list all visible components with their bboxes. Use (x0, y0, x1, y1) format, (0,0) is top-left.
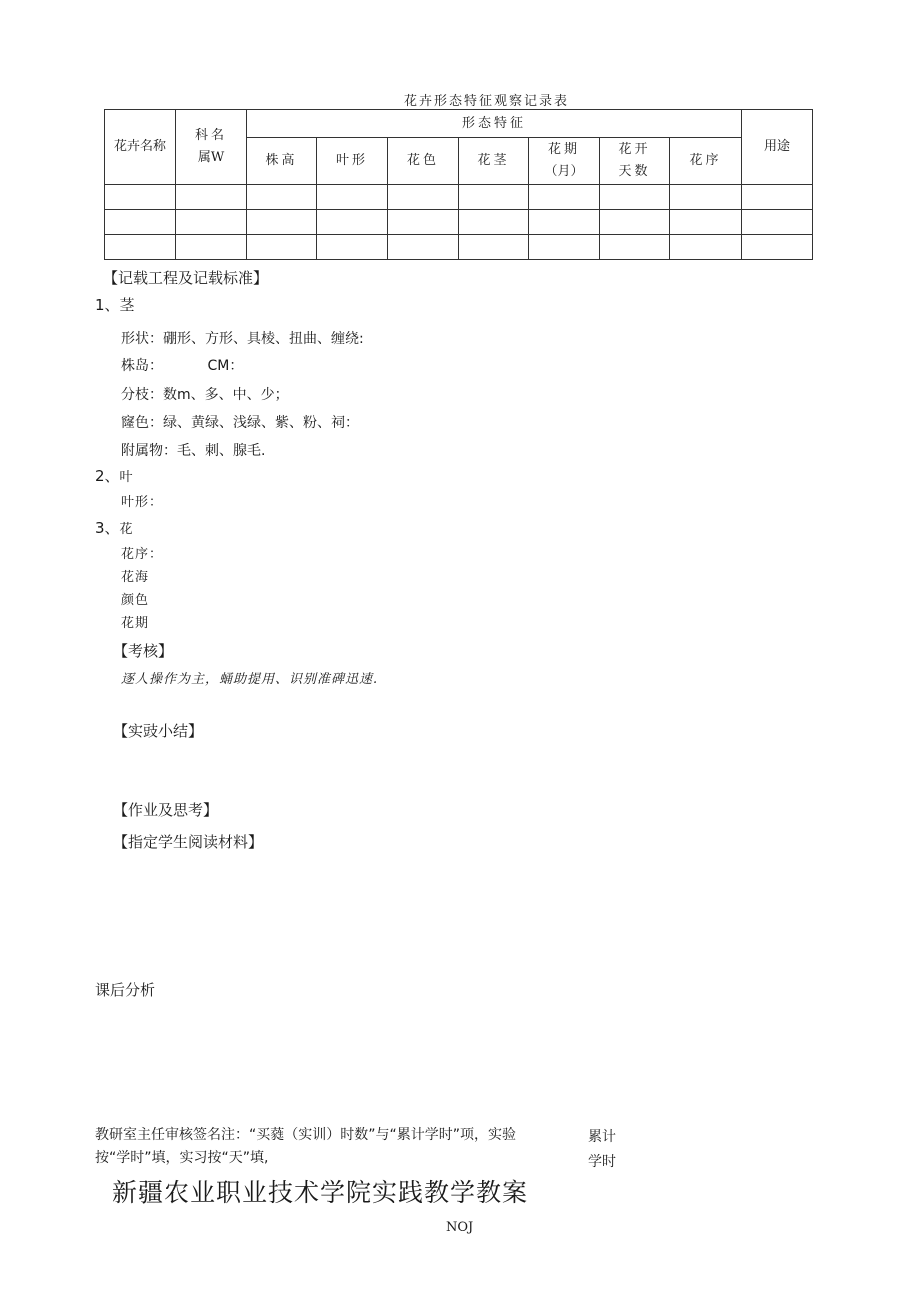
leaf-shape: 叶形： (121, 495, 164, 510)
header-flower-stem: 花茎 (459, 138, 529, 185)
header-bloom-days (600, 138, 670, 185)
stem-branching: 分枝：数m、多、中、少； (121, 387, 289, 403)
table-cell[interactable] (670, 235, 742, 260)
header-flower-color: 花色 (388, 138, 459, 185)
table-cell[interactable] (176, 210, 247, 235)
after-class-heading: 课后分析 (95, 981, 156, 999)
table-cell[interactable] (176, 235, 247, 260)
stem-height: 株岛： CM： (121, 358, 244, 374)
table-row (105, 210, 813, 235)
table-cell[interactable] (105, 185, 176, 210)
leaf-section-title (95, 465, 134, 486)
flower-sea: 花海 (121, 570, 150, 585)
flower-number: 3、 (95, 519, 120, 537)
header-bloom-line2: 天数 (618, 164, 651, 179)
table-cell[interactable] (670, 185, 742, 210)
stem-shape: 形状：硼形、方形、具棱、扭曲、缠绕: (121, 331, 364, 347)
stem-label: 茎 (119, 296, 135, 314)
signoff-line2: 按“学时”填，实习按“天”填, (95, 1150, 269, 1166)
stem-number: 1、 (95, 296, 120, 314)
table-cell[interactable] (247, 185, 317, 210)
flower-inflorescence: 花序： (121, 547, 164, 562)
standards-heading: 【记载工程及记载标准】 (103, 269, 269, 287)
header-flowering-line2: （月） (544, 164, 584, 179)
table-cell[interactable] (459, 185, 529, 210)
table-cell[interactable] (529, 210, 600, 235)
homework-heading: 【作业及思考】 (113, 801, 219, 819)
table-cell[interactable] (459, 210, 529, 235)
table-cell[interactable] (247, 235, 317, 260)
table-cell[interactable] (600, 185, 670, 210)
stem-color: 窿色：绿、黄绿、浅绿、紫、粉、祠： (121, 415, 359, 431)
cumulative-label-line2: 学时 (588, 1154, 616, 1170)
table-cell[interactable] (600, 210, 670, 235)
stem-section-title (95, 294, 135, 315)
header-leaf-shape: 叶形 (317, 138, 388, 185)
table-cell[interactable] (388, 210, 459, 235)
table-cell[interactable] (176, 185, 247, 210)
table-row (105, 235, 813, 260)
table-cell[interactable] (247, 210, 317, 235)
table-cell[interactable] (105, 235, 176, 260)
header-flowering-period (529, 138, 600, 185)
header-plant-height: 株高 (247, 138, 317, 185)
header-family-genus (176, 110, 247, 185)
flower-section-title (95, 517, 134, 538)
assessment-heading: 【考核】 (113, 642, 174, 660)
table-cell[interactable] (600, 235, 670, 260)
table-row (105, 185, 813, 210)
observation-table (104, 109, 813, 260)
document-code: NOJ (446, 1220, 474, 1235)
header-bloom-line1: 花开 (618, 142, 651, 157)
flower-period: 花期 (121, 616, 150, 631)
header-flower-name: 花卉名称 (105, 110, 176, 185)
header-family-line2: 属W (197, 150, 225, 165)
institution-title: 新疆农业职业技术学院实践教学教案 (112, 1178, 529, 1207)
cumulative-label-line1: 累计 (588, 1129, 616, 1145)
reading-heading: 【指定学生阅读材料】 (113, 833, 264, 851)
table-cell[interactable] (742, 210, 813, 235)
table-cell[interactable] (105, 210, 176, 235)
table-cell[interactable] (388, 185, 459, 210)
leaf-number: 2、 (95, 467, 120, 485)
header-family-line1: 科名 (194, 128, 227, 143)
summary-heading: 【实豉小结】 (113, 722, 204, 740)
header-morphology: 形态特征 (247, 110, 742, 138)
header-inflorescence: 花序 (670, 138, 742, 185)
header-use: 用途 (742, 110, 813, 185)
table-cell[interactable] (388, 235, 459, 260)
table-cell[interactable] (670, 210, 742, 235)
table-cell[interactable] (529, 235, 600, 260)
table-title: 花卉形态特征观察记录表 (404, 94, 570, 109)
table-cell[interactable] (317, 210, 388, 235)
flower-color: 颜色 (121, 593, 150, 608)
leaf-label: 叶 (119, 470, 134, 485)
table-cell[interactable] (317, 235, 388, 260)
table-cell[interactable] (742, 185, 813, 210)
table-cell[interactable] (529, 185, 600, 210)
table-cell[interactable] (459, 235, 529, 260)
header-flowering-line1: 花期 (547, 142, 580, 157)
table-cell[interactable] (742, 235, 813, 260)
stem-appendages: 附属物：毛、刺、腺毛. (121, 443, 266, 459)
assessment-text: 逐人操作为主，蛹助提用、识别准碑迅速. (121, 672, 379, 687)
signoff-line1: 教研室主任审核签名注：“买蕤（实训）时数”与“累计学时”项，实验 (95, 1127, 517, 1143)
table-cell[interactable] (317, 185, 388, 210)
flower-label: 花 (119, 522, 134, 537)
